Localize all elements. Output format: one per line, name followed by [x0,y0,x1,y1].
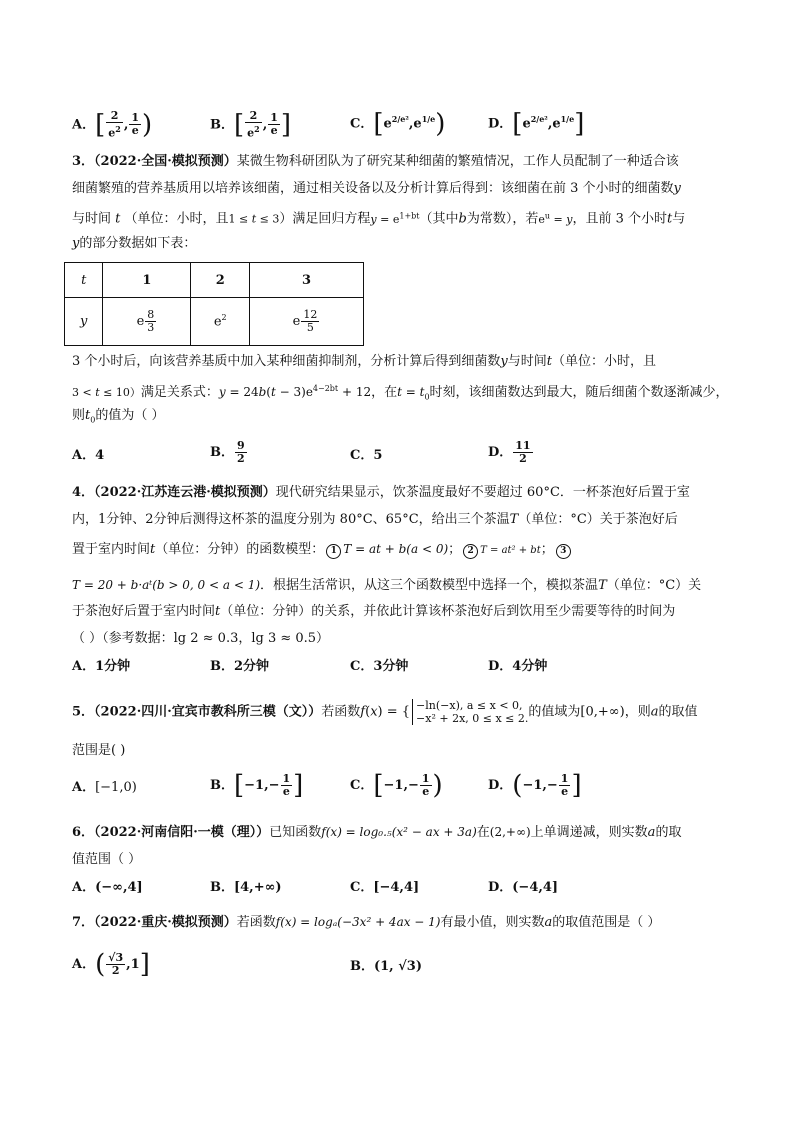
circled-2-icon: 2 [463,544,478,559]
q4-option-a[interactable] [72,658,130,676]
q3-number: 3． [72,154,95,169]
q4-text-5b: （单位：分钟）的关系，并依此计算该杯茶泡好后到饮用至少需要等待的时间为 [220,604,676,619]
q4-text-3a: 置于室内时间 [72,542,151,557]
table-cell: y [65,298,103,346]
q6-number: 6． [72,825,95,840]
table-cell: e $\frac{12}{5}$ [250,298,364,346]
q3-text: 某微生物科研团队为了研究某种细菌的繁殖情况，工作人员配制了一种适合该 [236,154,679,169]
q7-option-a-den: 2 [111,964,120,977]
q3-option-c[interactable] [350,447,382,465]
q5-piece-2: −x² + 2x, 0 ≤ x ≤ 2. [416,712,529,725]
q5-text-2: 范围是( ) [72,743,126,758]
q4-option-d[interactable] [488,658,547,676]
q3-after-1: 3 个小时后，向该营养基质中加入某种细菌抑制剂，分析计算后得到细菌数 [72,354,501,369]
q5-line-2 [72,742,125,760]
q5-option-c-label: C． [350,778,374,793]
q6-option-b[interactable] [210,879,282,897]
q3-line-6: 3 < t ≤ 10）满足关系式：$y = 24b(t - 3)e^{4-2bt} + 12$，在$t = t_0$时刻，该细菌数达到最大，随后细菌个数逐渐减少， [72,384,729,402]
q4-option-a-label: A．1分钟 [72,659,131,674]
q7-option-b[interactable] [350,958,422,976]
q4-line-4: T = 20 + b·aᵗ(b > 0, 0 < a < 1)．根据生活常识，从这三个函数模型中选择一个，模拟茶温T（单位：°C）关 [72,578,702,593]
q6-function: f(x) = log₀.₅(x² − ax + 3a) [321,825,477,839]
q5-option-a-value: [−1,0) [95,780,137,795]
q7-option-a-label: A． [72,957,96,972]
q6-text-1b: 在 [476,825,490,840]
q3-option-a[interactable] [72,447,104,465]
q4-number: 4． [72,485,95,500]
q7-text: 若函数 [236,915,276,930]
q2-option-a-label: A． [72,117,96,133]
q6-option-d[interactable] [488,879,558,897]
q5-number: 5． [72,704,95,720]
q7-source: （2022·重庆·模拟预测） [94,915,237,930]
q4-text-4b: （单位：°C）关 [606,578,702,593]
table-cell: e $\frac{8}{3}$ [103,298,191,346]
q4-line-6 [72,630,329,648]
q3-after-2b: ，在 [371,385,398,400]
q3-source: （2022·全国·模拟预测） [94,154,237,169]
q3-option-b[interactable] [210,440,248,465]
q2-option-c-label: C． [350,116,374,132]
table-cell: $e^2$ [191,298,250,346]
q4-text-5: 于茶泡好后置于室内时间 [72,604,216,619]
q5-text-1c: ，则 [624,704,651,720]
q3-line-1 [72,153,679,171]
q4-model-3: T = 20 + b·aᵗ(b > 0, 0 < a < 1) [72,578,261,592]
q6-option-a[interactable] [72,879,143,897]
q3-text-3d: （其中 [419,211,459,227]
q3-text-3e: 为常数），若 [466,211,539,227]
q6-option-c[interactable] [350,879,419,897]
q6-option-a-label: A．(−∞,4] [72,880,143,895]
q3-text-3a: 与时间 [72,211,112,227]
q4-text-3b: （单位：分钟）的函数模型： [155,542,325,557]
q3-after-3b: 的值为（ ） [95,408,165,423]
q3-line-4: y的部分数据如下表： [72,236,197,251]
table-row [65,298,364,346]
q3-option-c-label: C．5 [350,448,383,463]
q6-line-1: 6．（2022·河南信阳·一模（理））已知函数f(x) = log₀.₅(x² − ax + 3a)在(2,+∞)上单调递减，则实数a的取 [72,825,682,840]
q3-text-3g: 与 [672,211,686,227]
q2-option-b-label: B． [210,117,234,133]
q3-option-b-den: 2 [237,452,245,465]
q5-line-1: 5．（2022·四川·宜宾市教科所三模（文））若函数f(x) = { −ln(−x), a ≤ x < 0, −x² + 2x, 0 ≤ x ≤ 2.的值域为[0,+∞)，则a的取值 [72,699,698,725]
q5-range: [0,+∞) [580,704,625,720]
q2-option-d-label: D． [488,116,513,132]
q5-option-c[interactable]: C．[−1,− $\frac{1}{e}$ ) [350,770,443,801]
q4-line-5: 于茶泡好后置于室内时间t（单位：分钟）的关系，并依此计算该杯茶泡好后到饮用至少需要等待的时间为 [72,604,676,619]
q3-text-3b: （单位：小时，且 [124,211,229,227]
q4-line-2: 内，1分钟、2分钟后测得这杯茶的温度分别为 80°C、65°C，给出三个茶温T（单位：°C）关于茶泡好后 [72,512,678,527]
circled-1-icon: 1 [326,544,341,559]
table-row [65,263,364,298]
q3-line-3: 与时间 t （单位：小时，且1 ≤ t ≤ 3）满足回归方程$y = e^{1+bt}$（其中b为常数），若$e^u = y$，且前 3 个小时t与 [72,211,686,227]
q3-text-4: 的部分数据如下表： [79,236,197,251]
q5-text-1b: 的值域为 [528,704,581,720]
q4-text-2b: （单位：°C）关于茶泡好后 [518,512,678,527]
q3-option-d-den: 2 [519,452,527,465]
q3-option-d-label: D． [488,445,513,460]
q6-option-c-label: C．[−4,4] [350,880,420,895]
q6-option-b-label: B．[4,+∞) [210,880,282,895]
q4-option-c-label: C．3分钟 [350,659,409,674]
q4-text-2: 内，1分钟、2分钟后测得这杯茶的温度分别为 80°C、65°C，给出三个茶温 [72,512,510,527]
q2-option-c[interactable]: C．$[e^{2/e^2},e^{1/e})$ [350,108,446,139]
q5-text: 若函数 [321,704,361,720]
q5-text-1d: 的取值 [658,704,698,720]
q7-function: f(x) = logₐ(−3x² + 4ax − 1) [275,915,441,929]
q3-text-3f: ，且前 3 个小时 [572,211,668,227]
q5-option-d[interactable]: D．(−1,− $\frac{1}{e}$ ] [488,770,582,801]
q5-option-d-label: D． [488,778,513,793]
table-cell: 3 [250,263,364,298]
q4-source: （2022·江苏连云港·模拟预测） [94,485,276,500]
q7-line-1: 7．（2022·重庆·模拟预测）若函数f(x) = logₐ(−3x² + 4ax − 1)有最小值，则实数a的取值范围是（ ） [72,915,661,930]
q3-line-7: 则$t_0$的值为（ ） [72,408,165,425]
q3-option-d[interactable] [488,440,534,465]
q7-text-1b: 有最小值，则实数 [440,915,545,930]
q3-after-1c: （单位：小时，且 [552,354,657,369]
q4-text-6: （ ）（参考数据：lg 2 ≈ 0.3，lg 3 ≈ 0.5） [72,631,330,646]
table-cell: t [65,263,103,298]
q6-text: 已知函数 [269,825,322,840]
q4-line-1 [72,484,690,502]
q3-option-b-label: B． [210,445,234,460]
q6-source: （2022·河南信阳·一模（理）） [94,825,270,840]
table-cell: 2 [191,263,250,298]
q3-line-2: 细菌繁殖的营养基质用以培养该细菌，通过相关设备以及分析计算后得到：该细菌在前 3 个小时的细菌数y [72,181,681,196]
q7-option-a[interactable]: A．( $\frac{√3}{2}$ ,1] [72,949,150,980]
q6-text-1c: 上单调递减，则实数 [530,825,648,840]
q7-number: 7． [72,915,95,930]
q5-option-b[interactable]: B．[−1,− $\frac{1}{e}$ ] [210,770,304,801]
q4-text: 现代研究结果显示，饮茶温度最好不要超过 60°C．一杯茶泡好后置于室 [275,485,690,500]
q3-option-a-label: A．4 [72,448,105,463]
q3-data-table [64,262,364,346]
q6-text-1d: 的取 [655,825,682,840]
table-cell: 1 [103,263,191,298]
q3-after-1b: 与时间 [507,354,547,369]
q3-after-2c: 时刻，该细菌数达到最大，随后细菌个数逐渐减少， [429,385,729,400]
q4-option-b-label: B．2分钟 [210,659,270,674]
q6-option-d-label: D．(−4,4] [488,880,559,895]
q3-option-d-num: 11 [515,439,531,452]
q6-interval: (2,+∞) [489,825,531,839]
q4-text-4: ．根据生活常识，从这三个函数模型中选择一个，模拟茶温 [260,578,599,593]
q3-option-b-num: 9 [237,439,245,452]
q4-option-b[interactable] [210,658,269,676]
q6-text-2: 值范围（ ） [72,852,142,867]
q7-text-1c: 的取值范围是（ ） [552,915,661,930]
q7-option-a-num: √3 [108,951,124,964]
q3-text-3c: ）满足回归方程 [279,211,371,227]
q2-option-d[interactable]: D．$[e^{2/e^2},e^{1/e}]$ [488,108,585,139]
q4-line-3: 置于室内时间t（单位：分钟）的函数模型： 1 T = at + b(a < 0)； 2 T = at² + bt； 3 [72,540,573,560]
q5-piecewise [412,699,528,725]
q4-model-2: T = at² + bt [480,545,541,556]
q5-option-b-label: B． [210,778,234,793]
q6-line-2 [72,851,141,869]
q5-piece-1: −ln(−x), a ≤ x < 0, [416,699,523,712]
q2-option-b[interactable]: B．[ $\frac{2}{e^2}$ , $\frac{1}{e}$ ] [210,109,292,140]
q5-option-a[interactable] [72,779,137,797]
q5-source: （2022·四川·宜宾市教科所三模（文）） [94,704,322,720]
q3-text-2: 细菌繁殖的营养基质用以培养该细菌，通过相关设备以及分析计算后得到：该细菌在前 3 个小时的细菌数 [72,181,674,196]
q4-model-1: T = at + b(a < 0) [343,542,449,556]
q5-option-a-label: A． [72,780,96,795]
q4-option-d-label: D．4分钟 [488,659,548,674]
q4-option-c[interactable] [350,658,408,676]
q2-option-a[interactable]: A．[ $\frac{2}{e^2}$ , $\frac{1}{e}$ ) [72,109,153,140]
circled-3-icon: 3 [556,544,571,559]
q7-option-b-label: B．(1, √3) [350,959,422,974]
q3-line-5: 3 个小时后，向该营养基质中加入某种细菌抑制剂，分析计算后得到细菌数y与时间t（单位：小时，且 [72,354,657,369]
q3-after-3: 则 [72,408,86,423]
q3-after-2: 满足关系式： [140,385,219,400]
